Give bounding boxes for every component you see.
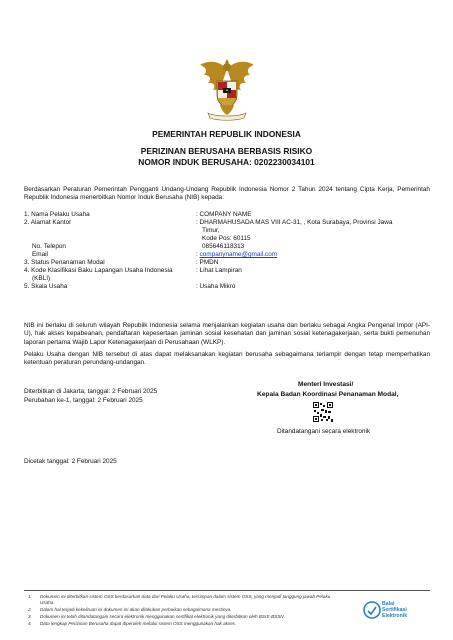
government-title: PEMERINTAH REPUBLIK INDONESIA <box>152 129 301 139</box>
status-value: : PMDN <box>196 259 219 266</box>
nib-number: NOMOR INDUK BERUSAHA: 0202230034101 <box>138 157 315 167</box>
e-signature-note: Ditandatangani secara elektronik <box>277 428 371 435</box>
email-row <box>196 251 420 259</box>
telepon-label: No. Telepon <box>32 243 66 250</box>
nib-paragraph: NIB ini berlaku di seluruh wilayah Republik Indonesia selama menjalankan kegiatan usaha dan berlaku sebagai Angka Pengenal Impor (API-U), hak akses kepabeanan, pendaftaran kepesertaan jaminan sosial kesehatan dan jaminan sosial ketenagakerjaan, serta bukti pemenuhan laporan pertama Wajib Lapor Ketenagakerjaan di Perusahaan (WLKP). <box>24 322 430 346</box>
skala-label: 5. Skala Usaha <box>24 283 68 290</box>
nama-label: 1. Nama Pelaku Usaha <box>24 211 90 218</box>
license-title: PERIZINAN BERUSAHA BERBASIS RISIKO <box>140 146 313 156</box>
telepon-value: 085646118313 <box>202 243 245 250</box>
alamat-value: : DHARMAHUSADA MAS VIII AC-31, , Kota Surabaya, Provinsi Jawa <box>196 219 393 226</box>
signatory-office: Kepala Badan Koordinasi Penanaman Modal, <box>257 391 399 398</box>
document-page: PEMERINTAH REPUBLIK INDONESIA PERIZINAN BERUSAHA BERBASIS RISIKO NOMOR INDUK BERUSAHA: 0202230034101 Berdasarkan Peraturan Pemerintah Pengganti Undang-Undang Republik Indonesia Nomor 2 Tahun 2024 tentang Cipta Kerja, Pemerintah Republik Indonesia menerbitkan Nomor Induk Berusaha (NIB) kepada: 1. Nama Pelaku Usaha : COMPANY NAME 2. Alamat Kantor : DHARMAHUSADA MAS VIII AC-31, , Kota Surabaya, Provinsi Jawa Timur, Kode Pos: 60115 No. Telepon 085646118313 Email : companyname@gmail.com 3. Status Penanaman Modal : PMDN 4. Kode Klasifikasi Baku Lapangan Usaha Indonesia (KBLI) : Lihat Lampiran 5. Skala Usaha : Usaha Mikro NIB ini berlaku di seluruh wilayah Republik Indonesia selama menjalankan kegiatan usaha dan berlaku sebagai Angka Pengenal Impor (API-U), hak akses kepabeanan, pendaftaran kepesertaan jaminan sosial kesehatan dan jaminan sosial ketenagakerjaan, serta bukti pemenuhan laporan pertama Wajib Lapor Ketenagakerjaan di Perusahaan (WLKP). Pelaku Usaha dengan NIB tersebut di atas dapat melaksanakan kegiatan berusaha sebagaimana terlampir dengan tetap memperhatikan ketentuan peraturan perundang-undangan. Diterbitkan di Jakarta, tanggal: 2 Februari 2025 Perubahan ke-1, tanggal: 2 Februari 2025 Menteri Investasi/ Kepala Badan Koordinasi Penanaman Modal, Ditandatangani secara elektronik Dicetak tanggal: 2 Februari 2025 1. Dokumen ini diterbitkan sistem OSS berdasarkan data dari Pelaku Usaha, tersimpan dalam sistem OSS, yang menjadi tanggung jawab Pelaku Usaha. 2. Dalam hal terjadi kekeliruan isi dokumen ini akan dilakukan perbaikan sebagaimana mestinya. 3. Dokumen ini telah ditandatangani secara elektronik menggunakan sertifikat elektronik yang diterbitkan oleh BSrE-BSSN. 4. Data lengkap Perizinan Berusaha dapat diperoleh melalui sistem OSS menggunakan hak akses. Balai Sertifikasi Elektronik <box>0 0 453 640</box>
kbli-label-line2: (KBLI) <box>32 275 51 282</box>
email-colon: : <box>196 251 198 258</box>
print-date: Dicetak tanggal: 2 Februari 2025 <box>24 458 117 465</box>
issued-date: Diterbitkan di Jakarta, tanggal: 2 Februari 2025 <box>24 388 158 395</box>
garuda-pancasila-emblem-icon <box>196 55 258 121</box>
kbli-label: 4. Kode Klasifikasi Baku Lapangan Usaha Indonesia <box>24 267 173 274</box>
footer-divider <box>24 590 430 591</box>
kbli-value: : Lihat Lampiran <box>196 267 242 274</box>
pelaku-paragraph: Pelaku Usaha dengan NIB tersebut di atas dapat melaksanakan kegiatan berusaha sebagaimana terlampir dengan tetap memperhatikan ketentuan peraturan perundang-undangan. <box>24 351 430 367</box>
alamat-value-line3: Kode Pos: 60115 <box>202 235 251 242</box>
email-label: Email <box>32 251 48 258</box>
bse-emblem-icon <box>363 599 381 621</box>
signatory-title: Menteri Investasi/ <box>298 381 354 388</box>
skala-value: : Usaha Mikro <box>196 283 236 290</box>
amendment-date: Perubahan ke-1, tanggal: 2 Februari 2025 <box>24 397 143 404</box>
email-link[interactable]: companyname@gmail.com <box>199 251 278 258</box>
qr-code-icon <box>313 402 333 422</box>
status-label: 3. Status Penanaman Modal <box>24 259 105 266</box>
nama-value: : COMPANY NAME <box>196 211 252 218</box>
bse-logo <box>363 599 423 621</box>
intro-paragraph: Berdasarkan Peraturan Pemerintah Pengganti Undang-Undang Republik Indonesia Nomor 2 Tahun 2024 tentang Cipta Kerja, Pemerintah Republik Indonesia menerbitkan Nomor Induk Berusaha (NIB) kepada: <box>24 186 430 202</box>
bse-text: Balai Sertifikasi Elektronik <box>382 601 408 619</box>
alamat-value-line2: Timur, <box>202 227 220 234</box>
alamat-label: 2. Alamat Kantor <box>24 219 72 226</box>
